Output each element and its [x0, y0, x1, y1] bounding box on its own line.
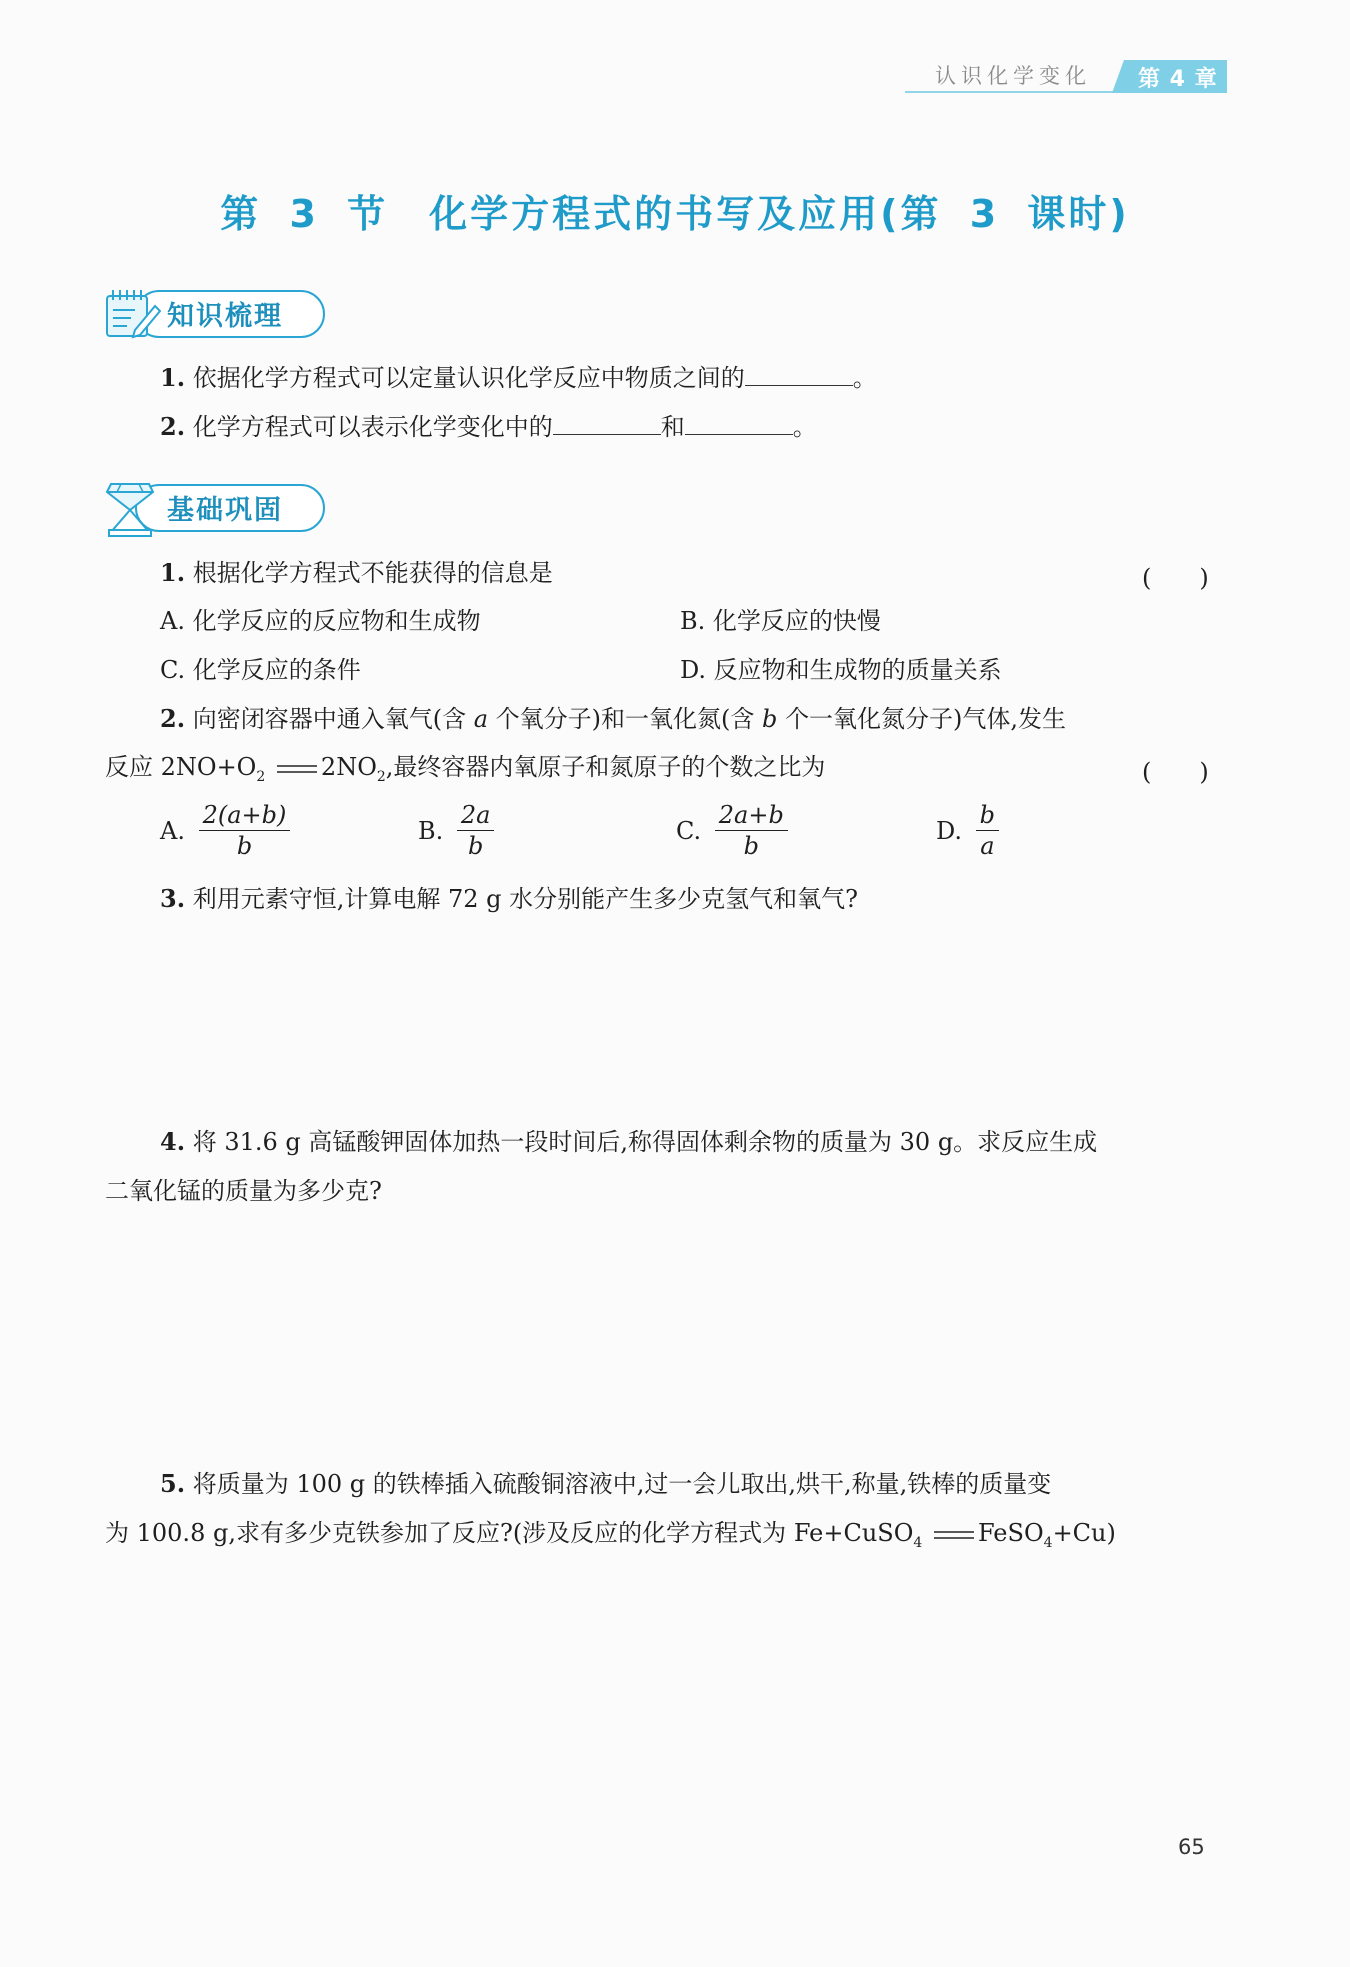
denominator: a [980, 832, 995, 860]
subscript: 2 [376, 768, 386, 785]
question-2-option-d[interactable] [936, 800, 999, 861]
question-1-option-a[interactable]: A. 化学反应的反应物和生成物 [160, 607, 481, 635]
question-number: 3. [160, 884, 186, 913]
item-number: 2. [160, 412, 186, 441]
option-label: A. [160, 816, 185, 845]
denominator: b [236, 832, 253, 860]
page-number: 65 [1178, 1835, 1205, 1859]
fill-blank[interactable] [745, 363, 853, 386]
equation-left: 反应 2NO+O [105, 753, 257, 781]
numerator: 2a [457, 800, 495, 831]
question-5-line-2 [105, 1518, 1116, 1558]
option-label: B. [418, 816, 444, 845]
equation-end: +Cu) [1052, 1519, 1116, 1547]
item-text: 化学方程式可以表示化学变化中的 [192, 413, 553, 441]
item-text-end: 。 [852, 364, 877, 392]
question-1-option-d[interactable]: D. 反应物和生成物的质量关系 [680, 656, 1002, 684]
question-1-option-c[interactable]: C. 化学反应的条件 [160, 656, 361, 684]
header-topic: 认识化学变化 [935, 64, 1091, 88]
section-basics-label: 基础巩固 [167, 495, 283, 526]
question-2-option-b[interactable] [418, 800, 494, 861]
reaction-equals-sign [932, 1529, 976, 1541]
answer-parentheses[interactable]: ( ) [1142, 758, 1209, 786]
question-number: 1. [160, 558, 186, 587]
question-text: 将 31.6 g 高锰酸钾固体加热一段时间后,称得固体剩余物的质量为 30 g。求反应生成 [192, 1128, 1098, 1156]
answer-area-q5[interactable] [105, 1560, 1235, 1820]
fill-blank[interactable] [553, 412, 661, 435]
page-title: 第 3 节 化学方程式的书写及应用(第 3 课时) [220, 192, 1130, 236]
question-2-line-1 [160, 704, 1066, 734]
fraction [457, 800, 495, 861]
fraction [976, 800, 999, 861]
section-knowledge-label: 知识梳理 [167, 301, 283, 332]
subscript: 2 [256, 768, 266, 785]
question-1-stem [160, 558, 553, 588]
numerator: 2a+b [715, 800, 788, 831]
option-label: D. [936, 816, 963, 845]
denominator: b [468, 832, 484, 860]
question-text: 向密闭容器中通入氧气(含 [192, 705, 467, 733]
item-text: 依据化学方程式可以定量认识化学反应中物质之间的 [192, 364, 745, 392]
variable-a: a [473, 705, 489, 733]
item-number: 1. [160, 363, 186, 392]
chapter-badge [1112, 60, 1227, 93]
question-text: 个一氧化氮分子)气体,发生 [785, 705, 1067, 733]
item-text-mid: 和 [660, 413, 685, 441]
answer-area-q4[interactable] [105, 1215, 1235, 1455]
denominator: b [743, 832, 759, 860]
equation-right: FeSO [977, 1519, 1044, 1547]
subscript: 4 [1043, 1534, 1053, 1551]
question-3 [160, 884, 858, 914]
question-text: 根据化学方程式不能获得的信息是 [192, 559, 553, 587]
knowledge-item-2 [160, 412, 817, 442]
question-text: 利用元素守恒,计算电解 72 g 水分别能产生多少克氢气和氧气? [192, 885, 858, 913]
variable-b: b [762, 705, 778, 733]
question-text: 个氧分子)和一氧化氮(含 [495, 705, 755, 733]
numerator: b [976, 800, 999, 831]
answer-parentheses[interactable]: ( ) [1142, 564, 1209, 592]
item-text-end: 。 [792, 413, 817, 441]
notebook-pencil-icon [105, 286, 161, 340]
question-2-option-a[interactable] [160, 800, 290, 861]
numerator: 2(a+b) [199, 800, 291, 831]
fraction [715, 800, 788, 861]
question-5-line-1 [160, 1469, 1051, 1499]
question-1-option-b[interactable]: B. 化学反应的快慢 [680, 607, 881, 635]
fill-blank[interactable] [685, 412, 793, 435]
question-text: 为 100.8 g,求有多少克铁参加了反应?(涉及反应的化学方程式为 Fe+CuSO [105, 1519, 914, 1547]
section-knowledge-header [105, 286, 325, 334]
question-text: 将质量为 100 g 的铁棒插入硫酸铜溶液中,过一会儿取出,烘干,称量,铁棒的质量变 [192, 1470, 1052, 1498]
question-2-line-2 [105, 752, 825, 792]
question-4-line-1 [160, 1127, 1097, 1157]
question-number: 5. [160, 1469, 186, 1498]
question-number: 4. [160, 1127, 186, 1156]
equation-right: 2NO [320, 753, 377, 781]
fraction [199, 800, 291, 861]
knowledge-item-1 [160, 363, 877, 393]
question-4-line-2: 二氧化锰的质量为多少克? [105, 1177, 382, 1205]
reaction-equals-sign [275, 763, 319, 775]
question-number: 2. [160, 704, 186, 733]
diamond-hourglass-icon [105, 480, 155, 538]
question-2-option-c[interactable] [676, 800, 788, 861]
subscript: 4 [913, 1534, 923, 1551]
question-text: ,最终容器内氧原子和氮原子的个数之比为 [385, 753, 826, 781]
section-basics-header [105, 480, 325, 528]
answer-area-q3[interactable] [105, 925, 1235, 1125]
chapter-label: 第 4 章 [1138, 67, 1218, 92]
option-label: C. [676, 816, 702, 845]
